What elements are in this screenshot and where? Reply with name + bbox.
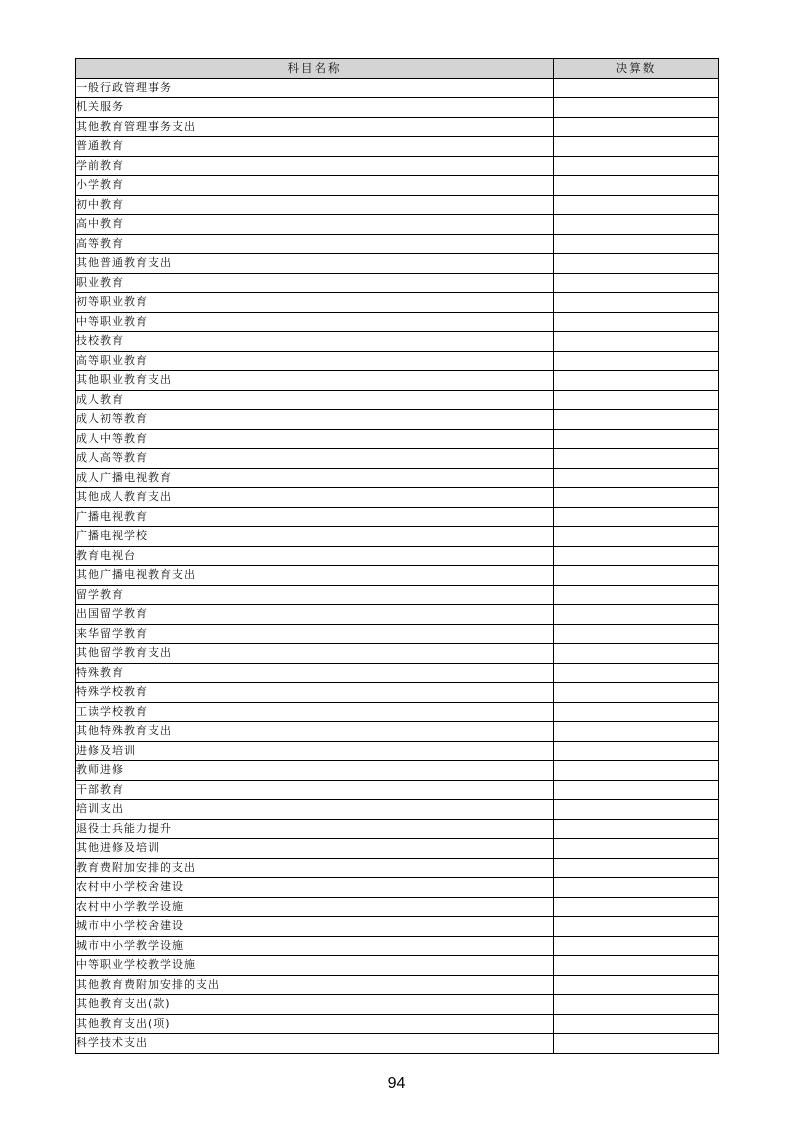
final-amount-cell — [554, 722, 719, 742]
table-row — [76, 137, 719, 157]
final-amount-cell — [554, 390, 719, 410]
subject-name-cell: 其他广播电视教育支出 — [76, 566, 554, 586]
table-row — [76, 117, 719, 137]
table-row — [76, 800, 719, 820]
table-row — [76, 351, 719, 371]
subject-name-cell: 农村中小学校舍建设 — [76, 878, 554, 898]
final-amount-cell — [554, 527, 719, 547]
subject-name-cell: 其他成人教育支出 — [76, 488, 554, 508]
table-row — [76, 78, 719, 98]
table-row — [76, 527, 719, 547]
table-row — [76, 195, 719, 215]
table-body — [76, 78, 719, 1053]
table-row — [76, 897, 719, 917]
final-amount-cell — [554, 78, 719, 98]
subject-name-cell: 学前教育 — [76, 156, 554, 176]
table-row — [76, 1014, 719, 1034]
final-amount-cell — [554, 449, 719, 469]
table-row — [76, 663, 719, 683]
final-amount-cell — [554, 741, 719, 761]
table-row — [76, 176, 719, 196]
subject-name-cell: 特殊教育 — [76, 663, 554, 683]
subject-name-cell: 成人高等教育 — [76, 449, 554, 469]
subject-name-cell: 其他教育支出(款) — [76, 995, 554, 1015]
table-row — [76, 98, 719, 118]
subject-name-cell: 其他进修及培训 — [76, 839, 554, 859]
table-row — [76, 293, 719, 313]
subject-name-cell: 高中教育 — [76, 215, 554, 235]
final-amount-cell — [554, 780, 719, 800]
final-amount-cell — [554, 98, 719, 118]
table-row — [76, 585, 719, 605]
final-amount-cell — [554, 975, 719, 995]
header-final-amount: 决算数 — [554, 59, 719, 79]
table-row — [76, 254, 719, 274]
subject-name-cell: 高等教育 — [76, 234, 554, 254]
subject-name-cell: 广播电视教育 — [76, 507, 554, 527]
subject-name-cell: 教育电视台 — [76, 546, 554, 566]
subject-name-cell: 普通教育 — [76, 137, 554, 157]
final-amount-cell — [554, 858, 719, 878]
table-row — [76, 410, 719, 430]
table-row — [76, 371, 719, 391]
subject-name-cell: 其他教育支出(项) — [76, 1014, 554, 1034]
table-row — [76, 468, 719, 488]
final-amount-cell — [554, 429, 719, 449]
table-row — [76, 936, 719, 956]
final-amount-cell — [554, 468, 719, 488]
final-amount-cell — [554, 195, 719, 215]
table-row — [76, 449, 719, 469]
table-row — [76, 741, 719, 761]
subject-name-cell: 职业教育 — [76, 273, 554, 293]
final-amount-cell — [554, 117, 719, 137]
subject-name-cell: 其他教育费附加安排的支出 — [76, 975, 554, 995]
final-amount-cell — [554, 488, 719, 508]
subject-name-cell: 高等职业教育 — [76, 351, 554, 371]
final-amount-cell — [554, 1014, 719, 1034]
table-row — [76, 624, 719, 644]
table-row — [76, 839, 719, 859]
final-amount-cell — [554, 156, 719, 176]
subject-name-cell: 出国留学教育 — [76, 605, 554, 625]
subject-name-cell: 机关服务 — [76, 98, 554, 118]
final-amount-cell — [554, 644, 719, 664]
budget-table — [75, 58, 719, 1054]
subject-name-cell: 留学教育 — [76, 585, 554, 605]
table-row — [76, 488, 719, 508]
table-row — [76, 429, 719, 449]
table-row — [76, 858, 719, 878]
table-row — [76, 780, 719, 800]
final-amount-cell — [554, 546, 719, 566]
final-amount-cell — [554, 1034, 719, 1054]
final-amount-cell — [554, 332, 719, 352]
final-amount-cell — [554, 215, 719, 235]
subject-name-cell: 成人初等教育 — [76, 410, 554, 430]
subject-name-cell: 其他职业教育支出 — [76, 371, 554, 391]
subject-name-cell: 特殊学校教育 — [76, 683, 554, 703]
final-amount-cell — [554, 507, 719, 527]
final-amount-cell — [554, 410, 719, 430]
table-row — [76, 156, 719, 176]
table-row — [76, 702, 719, 722]
table-row — [76, 332, 719, 352]
subject-name-cell: 其他留学教育支出 — [76, 644, 554, 664]
final-amount-cell — [554, 605, 719, 625]
subject-name-cell: 教师进修 — [76, 761, 554, 781]
table-row — [76, 975, 719, 995]
subject-name-cell: 广播电视学校 — [76, 527, 554, 547]
subject-name-cell: 退役士兵能力提升 — [76, 819, 554, 839]
final-amount-cell — [554, 312, 719, 332]
final-amount-cell — [554, 566, 719, 586]
table-row — [76, 605, 719, 625]
table-row — [76, 683, 719, 703]
final-amount-cell — [554, 800, 719, 820]
final-amount-cell — [554, 839, 719, 859]
table-row — [76, 995, 719, 1015]
subject-name-cell: 进修及培训 — [76, 741, 554, 761]
final-amount-cell — [554, 995, 719, 1015]
subject-name-cell: 科学技术支出 — [76, 1034, 554, 1054]
final-amount-cell — [554, 936, 719, 956]
final-amount-cell — [554, 663, 719, 683]
table-row — [76, 722, 719, 742]
table-row — [76, 917, 719, 937]
final-amount-cell — [554, 137, 719, 157]
subject-name-cell: 初等职业教育 — [76, 293, 554, 313]
table-row — [76, 819, 719, 839]
final-amount-cell — [554, 273, 719, 293]
final-amount-cell — [554, 819, 719, 839]
subject-name-cell: 来华留学教育 — [76, 624, 554, 644]
table-row — [76, 507, 719, 527]
final-amount-cell — [554, 956, 719, 976]
final-amount-cell — [554, 585, 719, 605]
table-row — [76, 878, 719, 898]
table-row — [76, 644, 719, 664]
table-row — [76, 761, 719, 781]
table-row — [76, 1034, 719, 1054]
final-amount-cell — [554, 683, 719, 703]
final-amount-cell — [554, 624, 719, 644]
header-subject-name: 科目名称 — [76, 59, 554, 79]
subject-name-cell: 成人广播电视教育 — [76, 468, 554, 488]
table-row — [76, 273, 719, 293]
table-row — [76, 215, 719, 235]
final-amount-cell — [554, 702, 719, 722]
subject-name-cell: 城市中小学教学设施 — [76, 936, 554, 956]
page-number: 94 — [387, 1075, 406, 1092]
final-amount-cell — [554, 878, 719, 898]
table-row — [76, 234, 719, 254]
subject-name-cell: 农村中小学教学设施 — [76, 897, 554, 917]
subject-name-cell: 初中教育 — [76, 195, 554, 215]
subject-name-cell: 工读学校教育 — [76, 702, 554, 722]
subject-name-cell: 其他普通教育支出 — [76, 254, 554, 274]
subject-name-cell: 中等职业学校教学设施 — [76, 956, 554, 976]
final-amount-cell — [554, 351, 719, 371]
final-amount-cell — [554, 917, 719, 937]
table-row — [76, 312, 719, 332]
table-row — [76, 390, 719, 410]
subject-name-cell: 干部教育 — [76, 780, 554, 800]
table-row — [76, 566, 719, 586]
final-amount-cell — [554, 254, 719, 274]
subject-name-cell: 小学教育 — [76, 176, 554, 196]
subject-name-cell: 成人中等教育 — [76, 429, 554, 449]
subject-name-cell: 一般行政管理事务 — [76, 78, 554, 98]
subject-name-cell: 技校教育 — [76, 332, 554, 352]
table-header-row — [76, 59, 719, 79]
subject-name-cell: 城市中小学校舍建设 — [76, 917, 554, 937]
subject-name-cell: 教育费附加安排的支出 — [76, 858, 554, 878]
final-amount-cell — [554, 293, 719, 313]
subject-name-cell: 其他教育管理事务支出 — [76, 117, 554, 137]
final-amount-cell — [554, 371, 719, 391]
subject-name-cell: 成人教育 — [76, 390, 554, 410]
subject-name-cell: 其他特殊教育支出 — [76, 722, 554, 742]
final-amount-cell — [554, 897, 719, 917]
subject-name-cell: 中等职业教育 — [76, 312, 554, 332]
subject-name-cell: 培训支出 — [76, 800, 554, 820]
table-row — [76, 956, 719, 976]
final-amount-cell — [554, 761, 719, 781]
final-amount-cell — [554, 176, 719, 196]
table-row — [76, 546, 719, 566]
final-amount-cell — [554, 234, 719, 254]
